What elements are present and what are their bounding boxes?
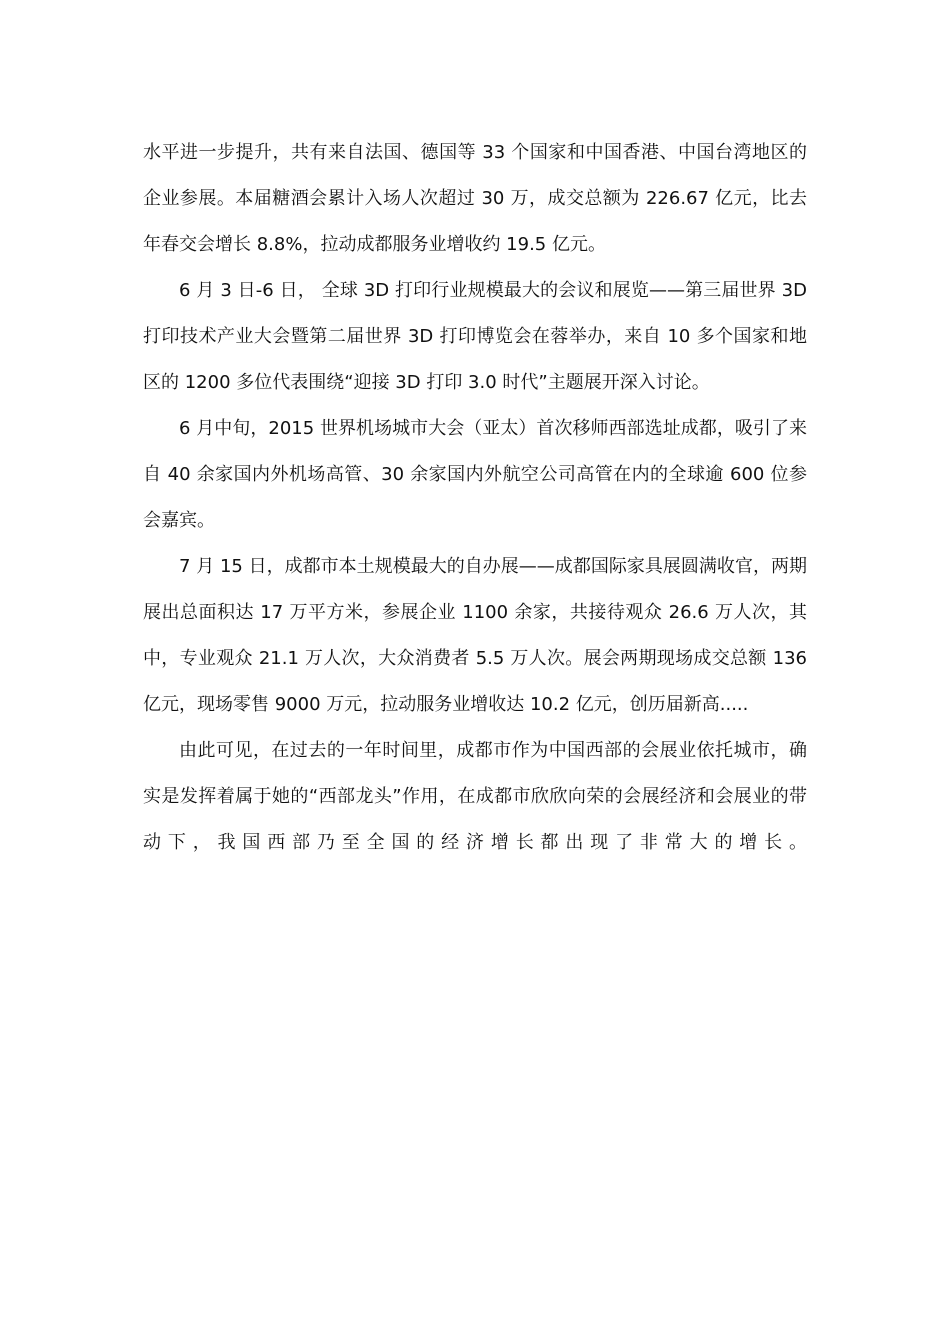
paragraph-2: 6 月 3 日-6 日， 全球 3D 打印行业规模最大的会议和展览——第三届世界 3D 打印技术产业大会暨第二届世界 3D 打印博览会在蓉举办，来自 10 多个国家和地区的 1200 多位代表围绕“迎接 3D 打印 3.0 时代”主题展开深入讨论。 bbox=[143, 280, 807, 393]
paragraph-4: 7 月 15 日，成都市本土规模最大的自办展——成都国际家具展圆满收官，两期展出总面积达 17 万平方米，参展企业 1100 余家，共接待观众 26.6 万人次，其中，专业观众 21.1 万人次，大众消费者 5.5 万人次。展会两期现场成交总额 136 亿元，现场零售 9000 万元，拉动服务业增收达 10.2 亿元，创历届新高..... bbox=[143, 556, 807, 715]
paragraph-1: 水平进一步提升，共有来自法国、德国等 33 个国家和中国香港、中国台湾地区的企业参展。本届糖酒会累计入场人次超过 30 万，成交总额为 226.67 亿元，比去年春交会增长 8.8%，拉动成都服务业增收约 19.5 亿元。 bbox=[143, 142, 807, 255]
document-body bbox=[143, 130, 807, 866]
paragraph-3: 6 月中旬，2015 世界机场城市大会（亚太）首次移师西部选址成都，吸引了来自 40 余家国内外机场高管、30 余家国内外航空公司高管在内的全球逾 600 位参会嘉宾。 bbox=[143, 418, 807, 531]
paragraph-5: 由此可见，在过去的一年时间里，成都市作为中国西部的会展业依托城市，确实是发挥着属于她的“西部龙头”作用，在成都市欣欣向荣的会展经济和会展业的带动下，我国西部乃至全国的经济增长都出现了非常大的增长。 bbox=[143, 740, 807, 853]
